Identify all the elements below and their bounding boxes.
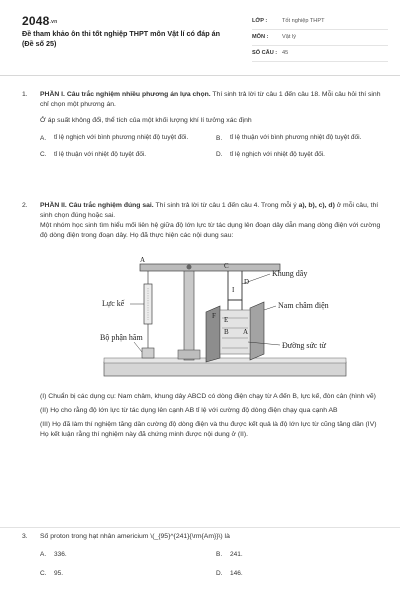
- option-d[interactable]: [216, 150, 386, 159]
- option-label: C.: [40, 150, 47, 158]
- option-d[interactable]: [216, 569, 386, 578]
- base-plate: [104, 362, 346, 376]
- label-electromagnet: Nam châm điện: [278, 301, 329, 311]
- meta-value: Vật lý: [282, 34, 296, 41]
- page-header: [0, 0, 400, 70]
- option-text: tỉ lệ nghịch với nhiệt độ tuyệt đối.: [230, 150, 325, 158]
- option-text: 241.: [230, 550, 243, 558]
- beam-pivot: [187, 265, 192, 270]
- question-text: Ở áp suất không đổi, thể tích của một khối lượng khí lí tưởng xác định: [40, 116, 252, 124]
- part-label: PHẦN II. Câu trắc nghiệm đúng sai.: [40, 202, 154, 209]
- option-text: 336.: [54, 550, 67, 558]
- step-1: (I) Chuẩn bị các dụng cụ: Nam châm, khung dây ABCD có dòng điện chạy từ A đến B, lực kế, đòn cân (hình vẽ): [40, 393, 376, 401]
- logo-text: 2048: [22, 14, 50, 28]
- stand-post: [184, 270, 194, 360]
- label-point-a-top: A: [140, 256, 146, 265]
- experiment-figure: [100, 250, 350, 382]
- question-intro: Một nhóm học sinh tìm hiểu mối liên hệ giữa độ lớn lực từ tác dụng lên đoạn dây dẫn mang dòng điện với cường độ dòng điện trong đoạn dây. Họ đã thực hiện các nội dung sau:: [40, 221, 381, 239]
- answer-options: [40, 132, 384, 160]
- header-divider: [0, 75, 400, 76]
- option-text: 146.: [230, 570, 243, 578]
- label-point-c: C: [224, 262, 229, 271]
- part-heading: [40, 201, 384, 221]
- option-a[interactable]: [40, 550, 210, 559]
- meta-row-grade: [252, 14, 388, 30]
- option-label: B.: [216, 550, 223, 558]
- part-heading: [40, 90, 384, 110]
- meta-key: LỚP :: [252, 18, 268, 25]
- base-top: [104, 358, 346, 363]
- brake-block: [142, 348, 154, 358]
- label-field-lines: Đường sức từ: [282, 341, 326, 351]
- part-instruction: Thí sinh trả lời từ câu 1 đến câu 18. Mỗi câu hỏi thí sinh chỉ chọn một phương án.: [40, 91, 381, 108]
- balance-beam: [140, 264, 280, 271]
- label-point-b: B: [224, 328, 229, 337]
- part-label: PHẦN I. Câu trắc nghiệm nhiều phương án lựa chọn.: [40, 91, 211, 98]
- meta-row-count: [252, 46, 388, 62]
- wire-frame-upper: [228, 271, 242, 300]
- magnet-right-pole: [250, 302, 264, 360]
- label-point-a: A: [243, 328, 249, 337]
- meta-row-subject: [252, 30, 388, 46]
- option-a[interactable]: [40, 132, 210, 143]
- label-brake: Bộ phận hãm: [100, 333, 143, 343]
- stand-foot: [178, 350, 200, 359]
- site-logo[interactable]: [22, 13, 57, 30]
- label-force-meter: Lực kế: [102, 299, 125, 309]
- label-point-e: E: [224, 316, 229, 325]
- meta-value: Tốt nghiệp THPT: [282, 18, 325, 25]
- document-meta: [252, 14, 388, 62]
- option-b[interactable]: [216, 550, 386, 559]
- question-number: 1.: [22, 91, 28, 98]
- experiment-steps: [40, 392, 384, 439]
- option-text: tỉ lệ thuận với bình phương nhiệt độ tuyệt đối.: [230, 133, 362, 141]
- step-2: (II) Họ cho rằng độ lớn lực từ tác dụng lên cạnh AB tỉ lệ với cường độ dòng điện chạy qua cạnh AB: [40, 407, 338, 415]
- meta-key: SỐ CÂU :: [252, 50, 278, 57]
- step-3: (III) Họ đã làm thí nghiệm tăng dần cường độ dòng điện và thu được kết quả là độ lớn lực từ cũng tăng dần (IV) Họ kết luận rằng thí nghiệm này đã chứng minh được nội dung ở (II).: [40, 420, 377, 438]
- logo-tld: .vn: [49, 19, 58, 25]
- label-current-i: I: [232, 286, 235, 295]
- question-body: [40, 201, 384, 440]
- option-label: A.: [40, 550, 47, 558]
- option-label: D.: [216, 150, 223, 158]
- answer-options: [40, 550, 384, 579]
- part-instruction: Thí sinh trả lời từ câu 1 đến câu 4. Trong mỗi ý: [153, 202, 299, 209]
- option-text: tỉ lệ nghịch với bình phương nhiệt độ tuyệt đối.: [54, 133, 189, 141]
- question-2: [22, 201, 384, 444]
- option-text: tỉ lệ thuận với nhiệt độ tuyệt đối.: [54, 150, 147, 158]
- label-wire-frame: Khung dây: [272, 269, 308, 279]
- label-point-d: D: [244, 278, 250, 287]
- option-c[interactable]: [40, 569, 210, 578]
- section-divider: [0, 527, 400, 528]
- option-label: B.: [216, 134, 223, 142]
- meta-value: 45: [282, 50, 289, 57]
- option-b[interactable]: [216, 132, 386, 143]
- option-label: C.: [40, 570, 47, 578]
- leader-brake: [134, 342, 142, 352]
- leader-electromagnet: [264, 306, 276, 310]
- option-label: A.: [40, 134, 47, 142]
- question-body: [40, 90, 384, 159]
- question-number: 3.: [22, 533, 28, 540]
- question-body: [40, 532, 384, 579]
- option-c[interactable]: [40, 150, 210, 159]
- question-1: [22, 90, 384, 159]
- question-number: 2.: [22, 202, 28, 209]
- meta-key: MÔN :: [252, 34, 269, 41]
- document-title: Đề tham khảo ôn thi tốt nghiệp THPT môn Vật lí có đáp án (Đề số 25): [22, 29, 221, 48]
- option-label: D.: [216, 570, 223, 578]
- label-point-f: F: [212, 312, 216, 321]
- part-instruction-end: ở mỗi câu, thí sinh chọn đúng hoặc sai.: [40, 202, 379, 219]
- question-3: [22, 532, 384, 579]
- option-text: 95.: [54, 570, 64, 578]
- question-text: Số proton trong hạt nhân americium \(_{95}^{241}{\rm{Am}}\) là: [40, 533, 230, 540]
- part-instruction-items: a), b), c), d): [298, 202, 335, 209]
